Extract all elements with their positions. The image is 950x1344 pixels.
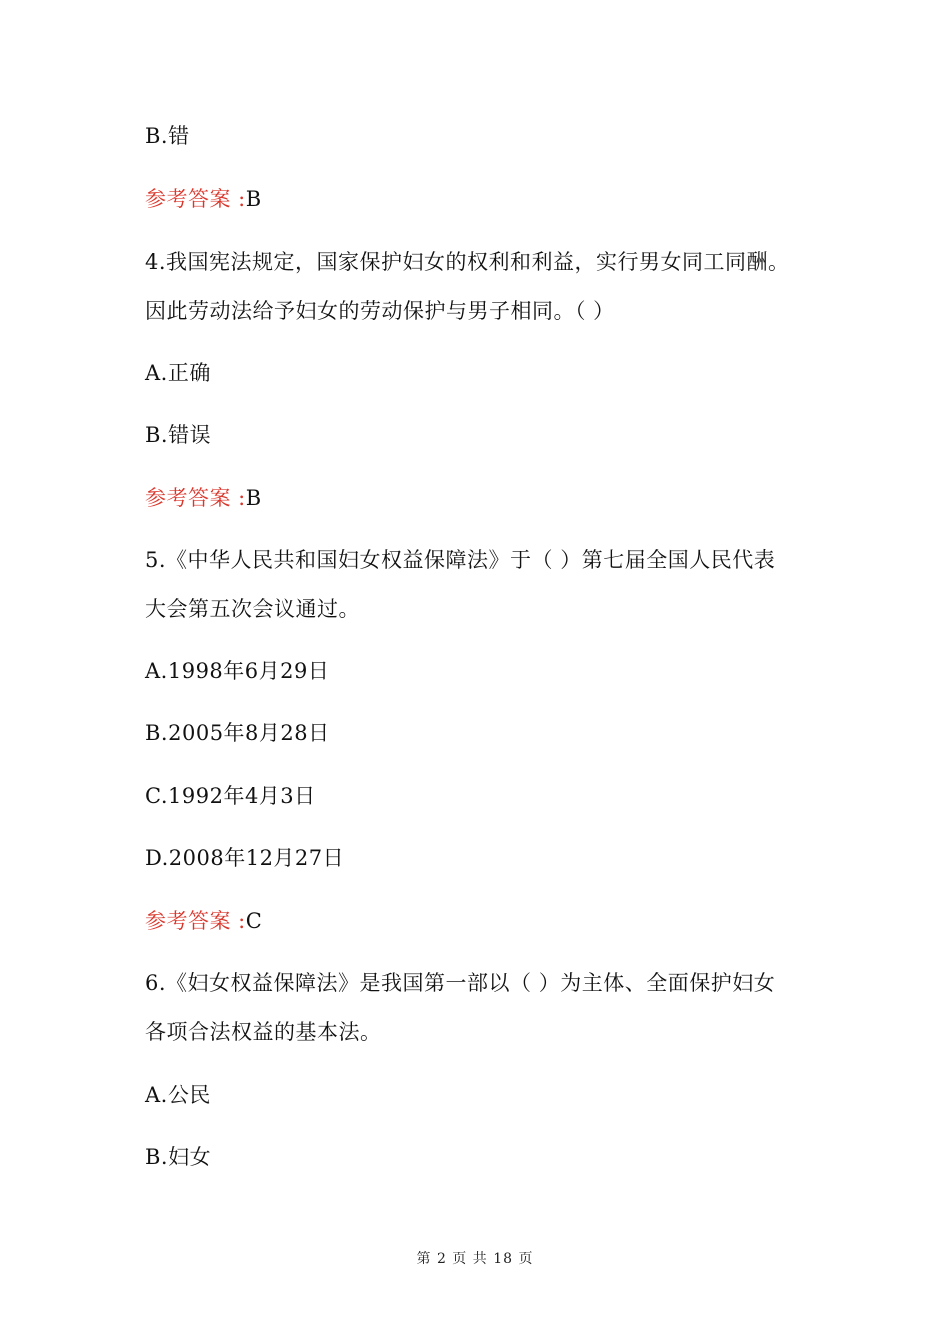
answer-label: 参考答案 : xyxy=(145,486,246,510)
q5-text-line1: 5.《中华人民共和国妇女权益保障法》于（ ）第七届全国人民代表 xyxy=(145,548,776,572)
answer-label: 参考答案 : xyxy=(145,909,246,933)
q5-option-c: C.1992年4月3日 xyxy=(145,784,316,808)
q4-option-a: A.正确 xyxy=(145,361,211,385)
q6-option-b: B.妇女 xyxy=(145,1145,212,1169)
q4-answer xyxy=(145,484,262,512)
q6-text-line2: 各项合法权益的基本法。 xyxy=(145,1020,382,1044)
q6-option-a: A.公民 xyxy=(145,1083,211,1107)
q5-text-line2: 大会第五次会议通过。 xyxy=(145,597,360,621)
q3-option-b: B.错 xyxy=(145,124,190,148)
answer-label: 参考答案 : xyxy=(145,187,246,211)
q4-option-b: B.错误 xyxy=(145,423,212,447)
q6-text-line1: 6.《妇女权益保障法》是我国第一部以（ ）为主体、全面保护妇女 xyxy=(145,971,776,995)
q5-option-d: D.2008年12月27日 xyxy=(145,846,345,870)
answer-value: C xyxy=(245,909,263,933)
q5-option-b: B.2005年8月28日 xyxy=(145,721,330,745)
answer-value: B xyxy=(245,486,262,510)
answer-value: B xyxy=(245,187,262,211)
q5-answer xyxy=(145,907,262,935)
q4-text-line2: 因此劳动法给予妇女的劳动保护与男子相同。（ ） xyxy=(145,299,615,323)
q4-text-line1: 4.我国宪法规定，国家保护妇女的权利和利益，实行男女同工同酬。 xyxy=(145,250,790,274)
q3-answer xyxy=(145,185,262,213)
page-footer: 第 2 页 共 18 页 xyxy=(416,1251,534,1267)
q5-option-a: A.1998年6月29日 xyxy=(145,659,330,683)
